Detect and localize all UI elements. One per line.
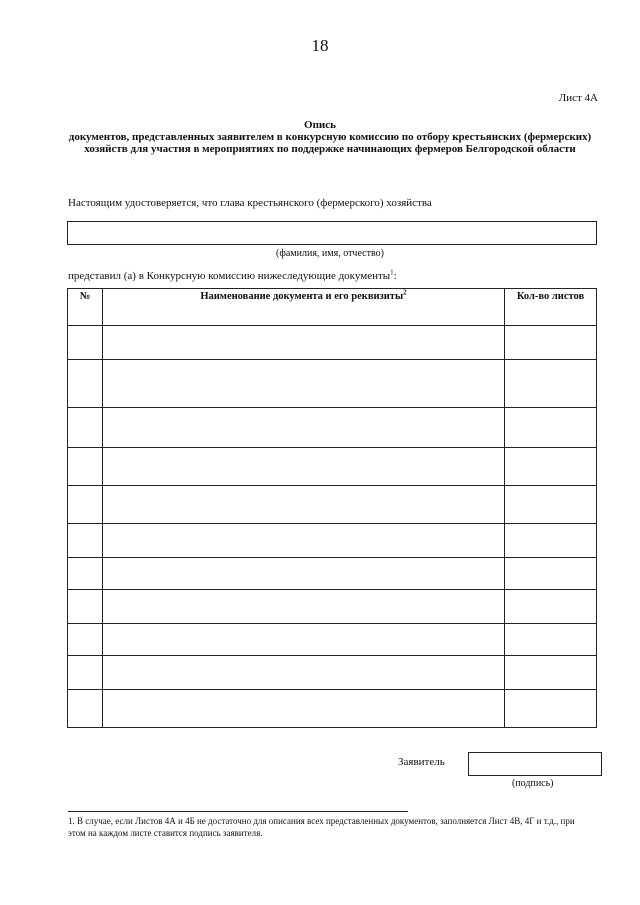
- submitted-text: представил (а) в Конкурсную комиссию нижеследующие документы$^1$:: [68, 268, 397, 282]
- table-row: [68, 656, 597, 690]
- row-number-cell[interactable]: [68, 558, 103, 590]
- signature-caption: (подпись): [512, 778, 554, 789]
- row-document-name-cell[interactable]: [103, 656, 505, 690]
- name-field-caption: (фамилия, имя, отчество): [276, 248, 384, 259]
- table-row: [68, 524, 597, 558]
- table-row: [68, 360, 597, 408]
- table-row: [68, 408, 597, 448]
- signature-field[interactable]: [468, 752, 602, 776]
- submitted-text-label: представил (а) в Конкурсную комиссию нижеследующие документы: [68, 270, 391, 282]
- farm-head-name-field[interactable]: [67, 221, 597, 245]
- table-header-row: [68, 289, 597, 326]
- row-sheet-count-cell[interactable]: [505, 524, 597, 558]
- applicant-label: Заявитель: [398, 756, 445, 768]
- row-number-cell[interactable]: [68, 408, 103, 448]
- table-row: [68, 590, 597, 624]
- row-document-name-cell[interactable]: [103, 360, 505, 408]
- row-document-name-cell[interactable]: [103, 486, 505, 524]
- row-number-cell[interactable]: [68, 656, 103, 690]
- document-subtitle: документов, представленных заявителем в конкурсную комиссию по отбору крестьянских (фермерских) хозяйств для участия в мероприятиях по поддержке начинающих фермеров Белгородской области: [68, 131, 592, 155]
- row-document-name-cell[interactable]: [103, 326, 505, 360]
- row-document-name-cell[interactable]: [103, 590, 505, 624]
- documents-table-body: [68, 326, 597, 728]
- row-sheet-count-cell[interactable]: [505, 326, 597, 360]
- row-sheet-count-cell[interactable]: [505, 656, 597, 690]
- row-sheet-count-cell[interactable]: [505, 558, 597, 590]
- header-number: №: [68, 289, 103, 326]
- certify-text: Настоящим удостоверяется, что глава крестьянского (фермерского) хозяйства: [68, 197, 432, 209]
- row-document-name-cell[interactable]: [103, 408, 505, 448]
- header-document-name: [103, 289, 505, 326]
- row-document-name-cell[interactable]: [103, 524, 505, 558]
- footnote-divider: [68, 811, 408, 812]
- row-sheet-count-cell[interactable]: [505, 690, 597, 728]
- row-sheet-count-cell[interactable]: [505, 408, 597, 448]
- table-row: [68, 486, 597, 524]
- table-row: [68, 448, 597, 486]
- row-number-cell[interactable]: [68, 326, 103, 360]
- footnote: 1. В случае, если Листов 4А и 4Б не достаточно для описания всех представленных документов, заполняется Лист 4В, 4Г и т.д., при этом на каждом листе ставится подпись заявителя.: [68, 816, 575, 838]
- row-number-cell[interactable]: [68, 448, 103, 486]
- header-sheet-count: Кол-во листов: [505, 289, 597, 326]
- row-number-cell[interactable]: [68, 360, 103, 408]
- sheet-label: Лист 4А: [558, 92, 598, 104]
- table-row: [68, 624, 597, 656]
- header-document-name-label: Наименование документа и его реквизиты: [200, 291, 404, 302]
- row-number-cell[interactable]: [68, 524, 103, 558]
- row-sheet-count-cell[interactable]: [505, 486, 597, 524]
- table-row: [68, 326, 597, 360]
- row-sheet-count-cell[interactable]: [505, 360, 597, 408]
- row-number-cell[interactable]: [68, 690, 103, 728]
- page-number: 18: [311, 36, 329, 55]
- header-footnote-mark: 2: [403, 288, 407, 297]
- row-number-cell[interactable]: [68, 486, 103, 524]
- table-row: [68, 558, 597, 590]
- row-number-cell[interactable]: [68, 590, 103, 624]
- row-document-name-cell[interactable]: [103, 558, 505, 590]
- row-document-name-cell[interactable]: [103, 690, 505, 728]
- row-number-cell[interactable]: [68, 624, 103, 656]
- documents-table: [67, 288, 597, 728]
- row-sheet-count-cell[interactable]: [505, 448, 597, 486]
- row-sheet-count-cell[interactable]: [505, 590, 597, 624]
- row-document-name-cell[interactable]: [103, 448, 505, 486]
- footnote-mark: 1: [390, 268, 394, 277]
- row-sheet-count-cell[interactable]: [505, 624, 597, 656]
- document-title: Опись: [304, 119, 336, 131]
- row-document-name-cell[interactable]: [103, 624, 505, 656]
- table-row: [68, 690, 597, 728]
